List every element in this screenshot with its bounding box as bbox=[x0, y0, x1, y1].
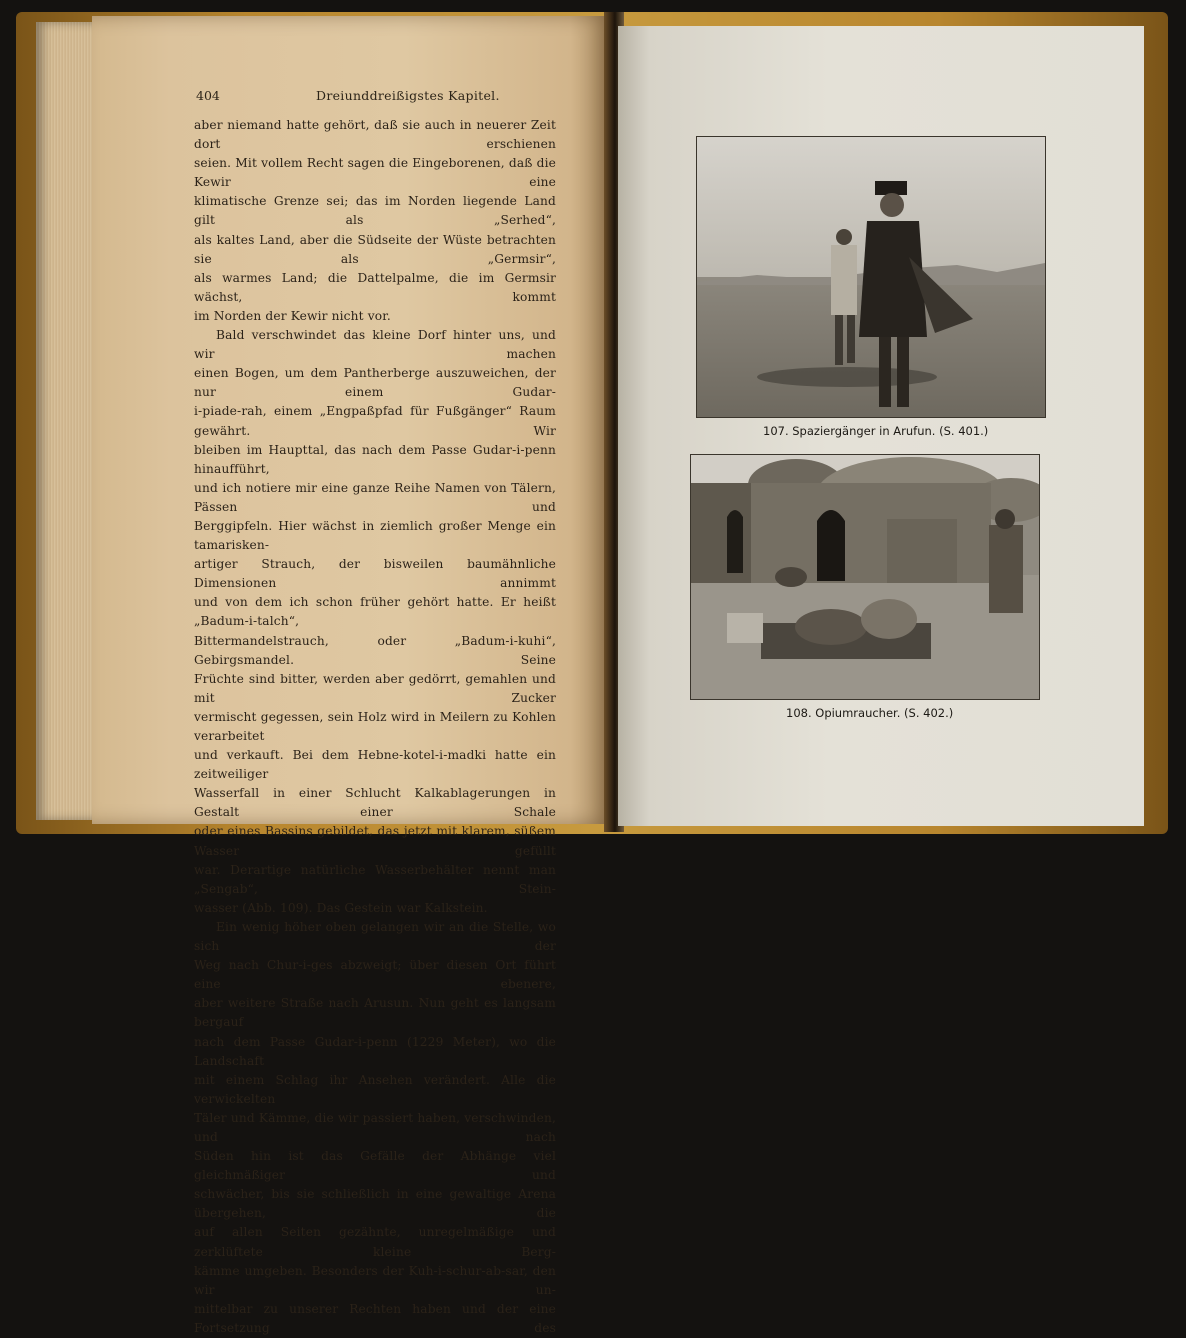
text-line: aber niemand hatte gehört, daß sie auch in neuerer Zeit dort erschienen bbox=[194, 118, 556, 152]
text-line: Berggipfeln. Hier wächst in ziemlich großer Menge ein tamarisken- bbox=[194, 518, 556, 553]
text-line: bleiben im Haupttal, das nach dem Passe Gudar-i-penn hinaufführt, bbox=[194, 442, 556, 476]
text-line: Bald verschwindet das kleine Dorf hinter uns, und wir machen bbox=[194, 328, 556, 362]
photo-figure-108 bbox=[690, 454, 1040, 700]
body-text bbox=[194, 116, 556, 1338]
text-line: artiger Strauch, der bisweilen baumähnliche Dimensionen annimmt bbox=[194, 557, 556, 591]
text-line: Wasserfall in einer Schlucht Kalkablagerungen in Gestalt einer Schale bbox=[194, 786, 556, 820]
text-line: im Norden der Kewir nicht vor. bbox=[194, 308, 391, 323]
text-line: Bittermandelstrauch, oder „Badum-i-kuhi“, Gebirgsmandel. Seine bbox=[194, 633, 556, 667]
chapter-title: Dreiunddreißigstes Kapitel. bbox=[316, 88, 500, 103]
text-line: und ich notiere mir eine ganze Reihe Namen von Tälern, Pässen und bbox=[194, 480, 556, 514]
text-line: Täler und Kämme, die wir passiert haben, verschwinden, und nach bbox=[194, 1110, 556, 1144]
running-header bbox=[196, 88, 556, 108]
text-line: Früchte sind bitter, werden aber gedörrt, gemahlen und mit Zucker bbox=[194, 671, 556, 705]
caption-figure-108: 108. Opiumraucher. (S. 402.) bbox=[786, 706, 954, 720]
page-number: 404 bbox=[196, 88, 220, 103]
text-line: mit einem Schlag ihr Ansehen verändert. Alle die verwickelten bbox=[194, 1072, 556, 1106]
text-line: kämme umgeben. Besonders der Kuh-i-schur-ab-sar, den wir un- bbox=[194, 1263, 556, 1297]
text-line: vermischt gegessen, sein Holz wird in Meilern zu Kohlen verarbeitet bbox=[194, 709, 556, 743]
text-line: und verkauft. Bei dem Hebne-kotel-i-madki hatte ein zeitweiliger bbox=[194, 748, 556, 782]
text-line: als kaltes Land, aber die Südseite der Wüste betrachten sie als „Germsir“, bbox=[194, 232, 556, 266]
text-line: mittelbar zu unserer Rechten haben und der eine Fortsetzung des bbox=[194, 1301, 556, 1335]
caption-figure-107: 107. Spaziergänger in Arufun. (S. 401.) bbox=[763, 424, 989, 438]
page-edges bbox=[36, 22, 96, 820]
text-line: Ein wenig höher oben gelangen wir an die Stelle, wo sich der bbox=[194, 919, 556, 954]
text-line: Weg nach Chur-i-ges abzweigt; über diesen Ort führt eine ebenere, bbox=[194, 958, 556, 992]
photo-figure-107 bbox=[696, 136, 1046, 418]
text-line: schwächer, bis sie schließlich in eine gewaltige Arena übergehen, die bbox=[194, 1187, 556, 1221]
text-line: auf allen Seiten gezähnte, unregelmäßige und zerklüftete kleine Berg- bbox=[194, 1225, 556, 1259]
text-line: als warmes Land; die Dattelpalme, die im Germsir wächst, kommt bbox=[194, 270, 556, 304]
text-line: einen Bogen, um dem Pantherberge auszuweichen, der nur einem Gudar- bbox=[194, 366, 556, 400]
text-line: nach dem Passe Gudar-i-penn (1229 Meter), wo die Landschaft bbox=[194, 1034, 556, 1068]
text-line: Süden hin ist das Gefälle der Abhänge viel gleichmäßiger und bbox=[194, 1149, 556, 1183]
text-line: war. Derartige natürliche Wasserbehälter nennt man „Sengab“, Stein- bbox=[194, 862, 556, 896]
text-line: wasser (Abb. 109). Das Gestein war Kalkstein. bbox=[194, 900, 488, 915]
text-line: aber weitere Straße nach Arusun. Nun geht es langsam bergauf bbox=[194, 996, 556, 1030]
text-line: und von dem ich schon früher gehört hatte. Er heißt „Badum-i-talch“, bbox=[194, 595, 556, 629]
text-line: i-piade-rah, einem „Engpaßpfad für Fußgänger“ Raum gewährt. Wir bbox=[194, 404, 556, 438]
text-line: klimatische Grenze sei; das im Norden liegende Land gilt als „Serhed“, bbox=[194, 194, 556, 228]
walkers-photo bbox=[697, 137, 1045, 417]
text-line: seien. Mit vollem Recht sagen die Eingeborenen, daß die Kewir eine bbox=[194, 156, 556, 190]
opium-smokers-photo bbox=[691, 455, 1039, 699]
text-line: oder eines Bassins gebildet, das jetzt mit klarem, süßem Wasser gefüllt bbox=[194, 824, 556, 858]
